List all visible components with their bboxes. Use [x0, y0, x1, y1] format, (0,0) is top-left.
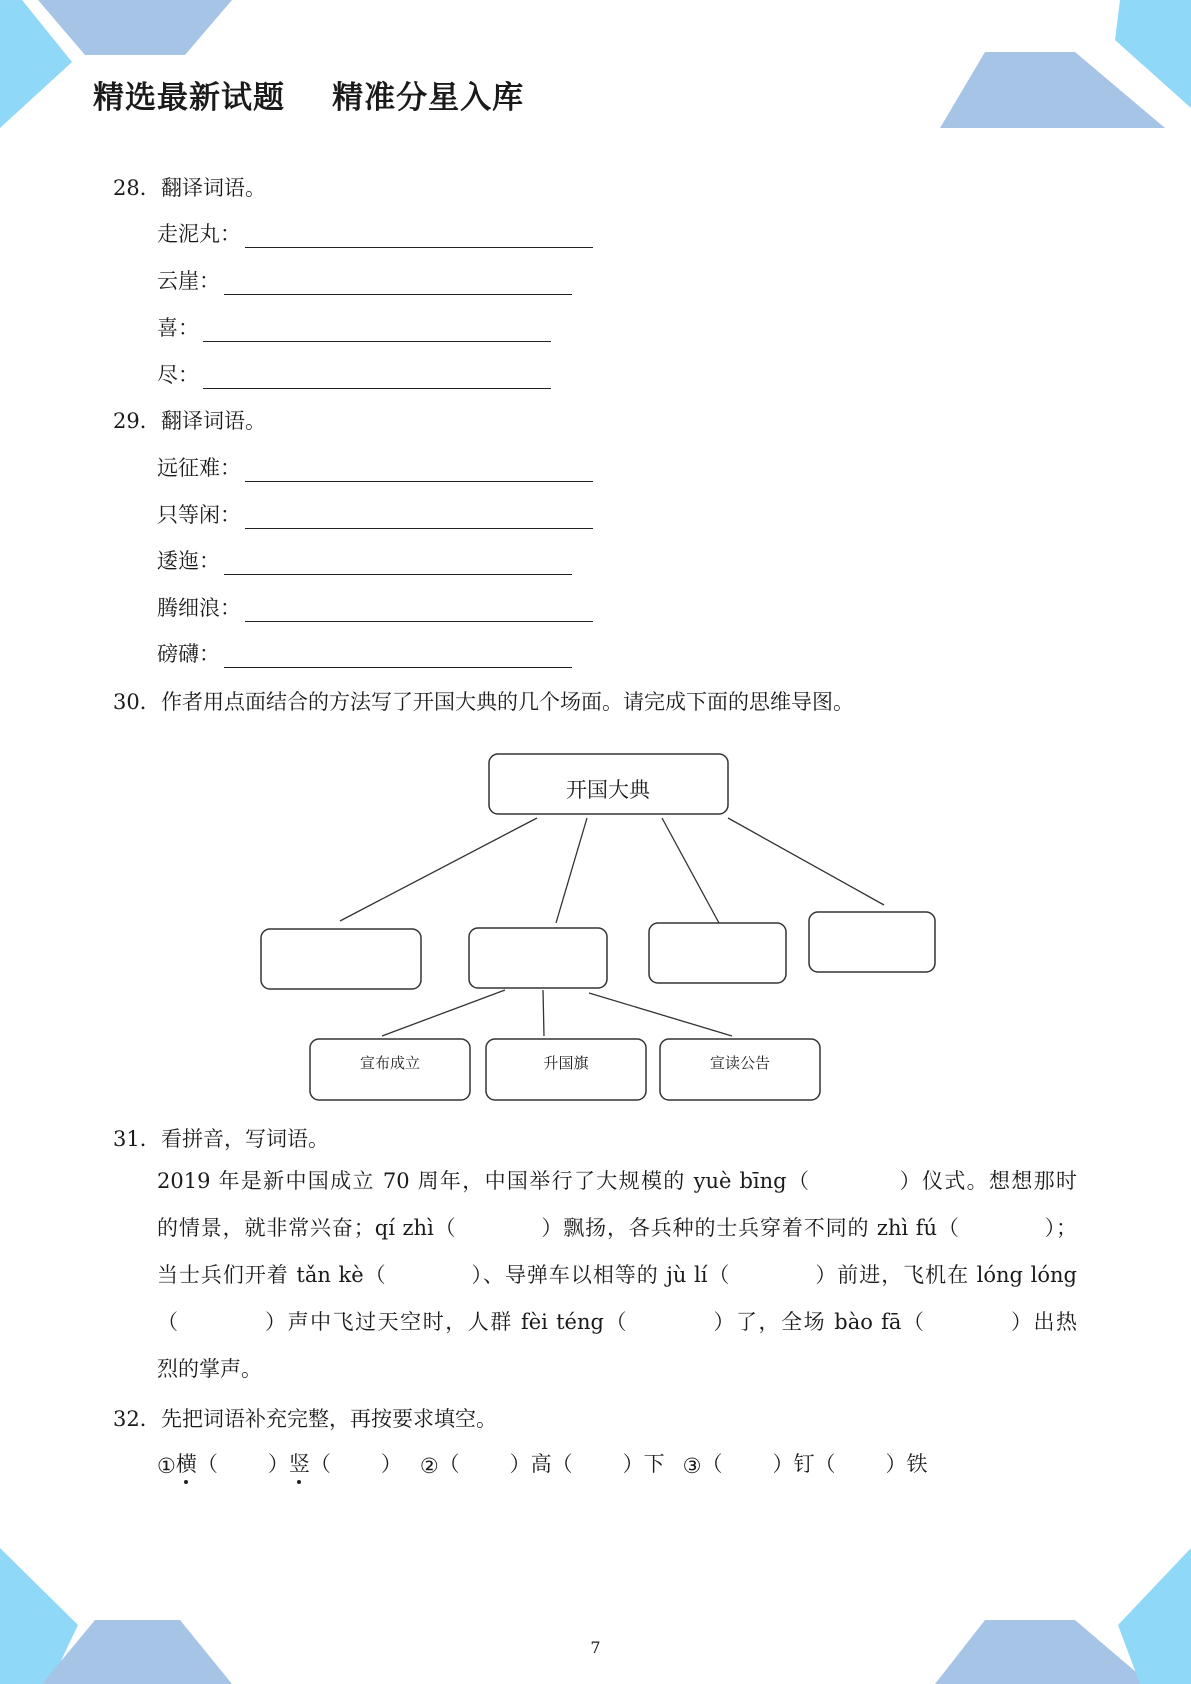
item-label: 云崖：	[157, 269, 220, 293]
passage-text: ）仪式。想想那时	[898, 1169, 1078, 1193]
question-number: 31．	[113, 1127, 161, 1151]
connector-line	[589, 993, 732, 1036]
root-node-label: 开国大典	[566, 778, 650, 802]
item-text: （	[309, 1452, 331, 1476]
question-number: 28．	[113, 176, 161, 200]
passage-text: ）了，全场 bào fā（	[711, 1310, 926, 1334]
item-label: 走泥丸：	[157, 222, 241, 246]
passage-line	[157, 1252, 1077, 1299]
item-number: ①	[157, 1454, 176, 1478]
item-label: 只等闲：	[157, 503, 241, 527]
leaf-node-label: 宣读公告	[709, 1054, 771, 1072]
question-prompt: 翻译词语。	[161, 409, 266, 433]
emphasized-char: 横	[176, 1448, 197, 1478]
empty-scene-box-4	[809, 912, 935, 972]
empty-scene-box-1	[261, 929, 421, 989]
question-prompt: 翻译词语。	[161, 176, 266, 200]
question-prompt: 看拼音，写词语。	[161, 1127, 329, 1151]
passage-text: （	[157, 1310, 180, 1334]
item-number: ②	[419, 1454, 439, 1478]
connector-line	[556, 818, 587, 923]
passage-text: ）；	[1043, 1216, 1078, 1240]
item-text: ）钉（	[772, 1452, 836, 1476]
passage-text: ）声中飞过天空时，人群 fèi téng（	[263, 1310, 628, 1334]
item-text: ）铁	[885, 1452, 928, 1476]
leaf-node-label: 升国旗	[543, 1054, 589, 1072]
question-prompt: 先把词语补充完整，再按要求填空。	[161, 1407, 497, 1431]
item-text: （	[196, 1452, 218, 1476]
q31-passage	[157, 1158, 1077, 1393]
item-label: 逶迤：	[157, 549, 220, 573]
item-label: 喜：	[157, 316, 199, 340]
item-label: 磅礴：	[157, 642, 220, 666]
passage-text: ）前进，飞机在 lóng lóng	[814, 1263, 1077, 1287]
connector-line	[728, 818, 884, 905]
passage-text: 2019 年是新中国成立 70 周年，中国举行了大规模的 yuè bīng（	[157, 1169, 811, 1193]
passage-text: ）飘扬，各兵种的士兵穿着不同的 zhì fú（	[540, 1216, 960, 1240]
passage-text: 当士兵们开着 tǎn kè（	[157, 1263, 387, 1287]
passage-text: 的情景，就非常兴奋；qí zhì（	[157, 1216, 457, 1240]
passage-line	[157, 1299, 1077, 1346]
item-label: 远征难：	[157, 456, 241, 480]
connector-line	[543, 990, 544, 1036]
passage-line	[157, 1158, 1077, 1205]
passage-text: 烈的掌声。	[157, 1357, 262, 1381]
item-text: ）	[267, 1452, 289, 1476]
question-31-heading	[113, 1123, 329, 1153]
passage-text: ）、导弹车以相等的 jù lí（	[470, 1263, 731, 1287]
item-text: ）高（	[509, 1452, 573, 1476]
question-32-heading	[113, 1403, 497, 1433]
question-number: 30．	[113, 690, 161, 714]
connector-line	[662, 818, 719, 923]
item-text: （	[438, 1452, 460, 1476]
question-number: 29．	[113, 409, 161, 433]
item-label: 腾细浪：	[157, 596, 241, 620]
item-number: ③	[682, 1454, 702, 1478]
q32-items	[157, 1448, 927, 1478]
passage-line	[157, 1346, 1077, 1393]
empty-scene-box-2	[469, 928, 607, 988]
connector-line	[340, 818, 537, 921]
leaf-node-label: 宣布成立	[359, 1054, 421, 1072]
item-text: ）下	[622, 1452, 665, 1476]
header-title: 精选最新试题 精准分星入库	[93, 80, 525, 116]
passage-line	[157, 1205, 1077, 1252]
connector-line	[382, 990, 505, 1036]
empty-scene-box-3	[649, 923, 786, 983]
item-text: （	[701, 1452, 723, 1476]
item-label: 尽：	[157, 363, 199, 387]
passage-text: ）出热	[1009, 1310, 1078, 1334]
question-number: 32．	[113, 1407, 161, 1431]
page-number: 7	[590, 1638, 601, 1657]
emphasized-char: 竖	[289, 1448, 310, 1478]
item-text: ）	[380, 1452, 402, 1476]
question-prompt: 作者用点面结合的方法写了开国大典的几个场面。请完成下面的思维导图。	[161, 690, 854, 714]
